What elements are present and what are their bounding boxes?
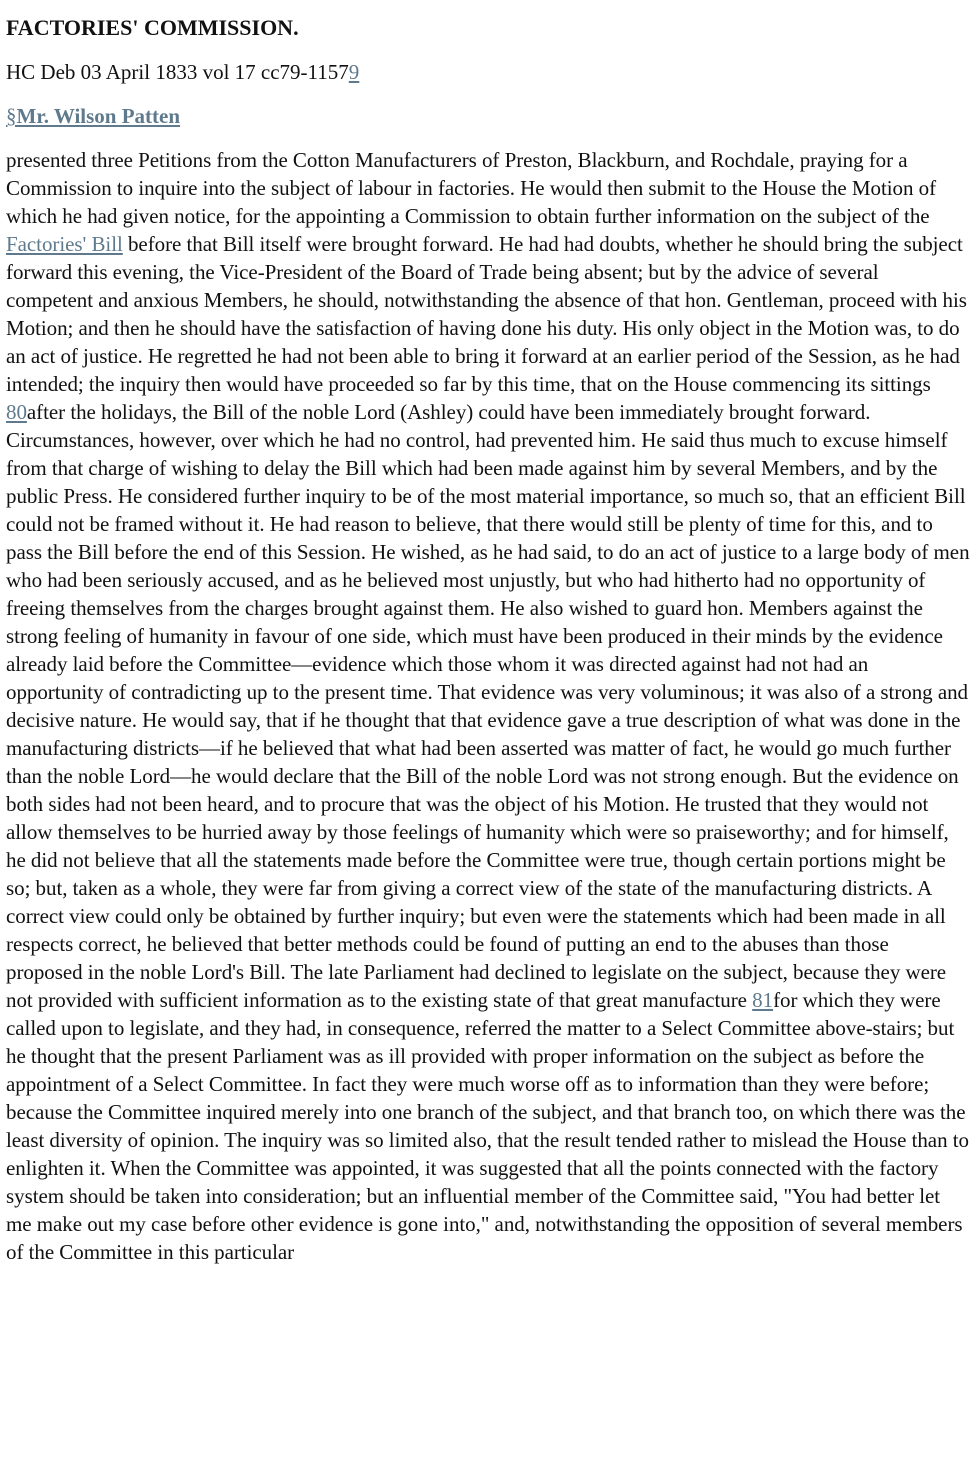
column-link-79[interactable]: 9 (348, 60, 360, 84)
debate-title: FACTORIES' COMMISSION. (6, 15, 299, 40)
speech-text-4: for which they were called upon to legislate, and they had, in consequence, referred the matter to a Select Committee above-stairs; but he thought that the present Parliament was as ill provided with proper information on the subject as before the appointment of a Select Committee. In fact they were much worse off as to information than they were before; because the Committee inquired merely into one branch of the subject, and that branch too, on which there was the least diversity of opinion. The inquiry was so limited also, that the result tended rather to mislead the House than to enlighten it. When the Committee was appointed, it was suggested that all the points connected with the factory system should be taken into consideration; but an influential member of the Committee said, "You had better let me make out my case before other evidence is gone into," and, notwithstanding the opposition of several members of the Committee in this particular (6, 988, 969, 1264)
citation-line (6, 58, 970, 86)
citation-text: HC Deb 03 April 1833 vol 17 cc79-1157 (6, 60, 349, 84)
speaker-name-link[interactable]: Mr. Wilson Patten (16, 104, 181, 128)
column-link-81[interactable]: 81 (752, 988, 774, 1012)
hansard-page (0, 14, 976, 1266)
column-link-80[interactable]: 80 (6, 400, 27, 424)
speech-text-2: before that Bill itself were brought forward. He had had doubts, whether he should bring the subject forward this evening, the Vice-President of the Board of Trade being absent; but by the advice of several competent and anxious Members, he should, notwithstanding the absence of that hon. Gentleman, proceed with his Motion; and then he should have the satisfaction of having done his duty. His only object in the Motion was, to do an act of justice. He regretted he had not been able to bring it forward at an earlier period of the Session, as he had intended; the inquiry then would have proceeded so far by this time, that on the House commencing its sittings (6, 232, 967, 396)
speech-text-3: after the holidays, the Bill of the noble Lord (Ashley) could have been immediately brought forward. Circumstances, however, over which he had no control, had prevented him. He said thus much to excuse himself from that charge of wishing to delay the Bill which had been made against him by several Members, and by the public Press. He considered further inquiry to be of the most material importance, so much so, that an efficient Bill could not be framed without it. He had reason to believe, that there would still be plenty of time for this, and to pass the Bill before the end of this Session. He wished, as he had said, to do an act of justice to a large body of men who had been seriously accused, and as he believed most unjustly, but who had hitherto had no opportunity of freeing themselves from the charges brought against them. He also wished to guard hon. Members against the strong feeling of humanity in favour of one side, which must have been produced in their minds by the evidence already laid before the Committee—evidence which those whom it was directed against had not had an opportunity of contradicting up to the present time. That evidence was very voluminous; it was also of a strong and decisive nature. He would say, that if he thought that that evidence gave a true description of what was done in the manufacturing districts—if he believed that what had been asserted was matter of fact, he would go much further than the noble Lord—he would declare that the Bill of the noble Lord was not strong enough. But the evidence on both sides had not been heard, and to procure that was the object of his Motion. He trusted that they would not allow themselves to be hurried away by those feelings of humanity which were so praiseworthy; and for himself, he did not believe that all the statements made before the Committee were true, though certain portions might be so; but, taken as a whole, they were far from giving a correct view of the state of the manufacturing districts. A correct view could only be obtained by further inquiry; but even were the statements which had been made in all respects correct, he believed that better methods could be found of putting an end to the abuses than those proposed in the noble Lord's Bill. The late Parliament had declined to legislate on the subject, because they were not provided with sufficient information as to the existing state of that great manufacture (6, 400, 970, 1012)
speaker-line (6, 102, 970, 130)
section-mark-link[interactable]: § (6, 104, 17, 128)
speech-paragraph (6, 146, 970, 1266)
speech-text-1: presented three Petitions from the Cotton Manufacturers of Preston, Blackburn, and Rochdale, praying for a Commission to inquire into the subject of labour in factories. He would then submit to the House the Motion of which he had given notice, for the appointing a Commission to obtain further information on the subject of the (6, 148, 937, 228)
factories-bill-link[interactable]: Factories' Bill (6, 232, 123, 256)
